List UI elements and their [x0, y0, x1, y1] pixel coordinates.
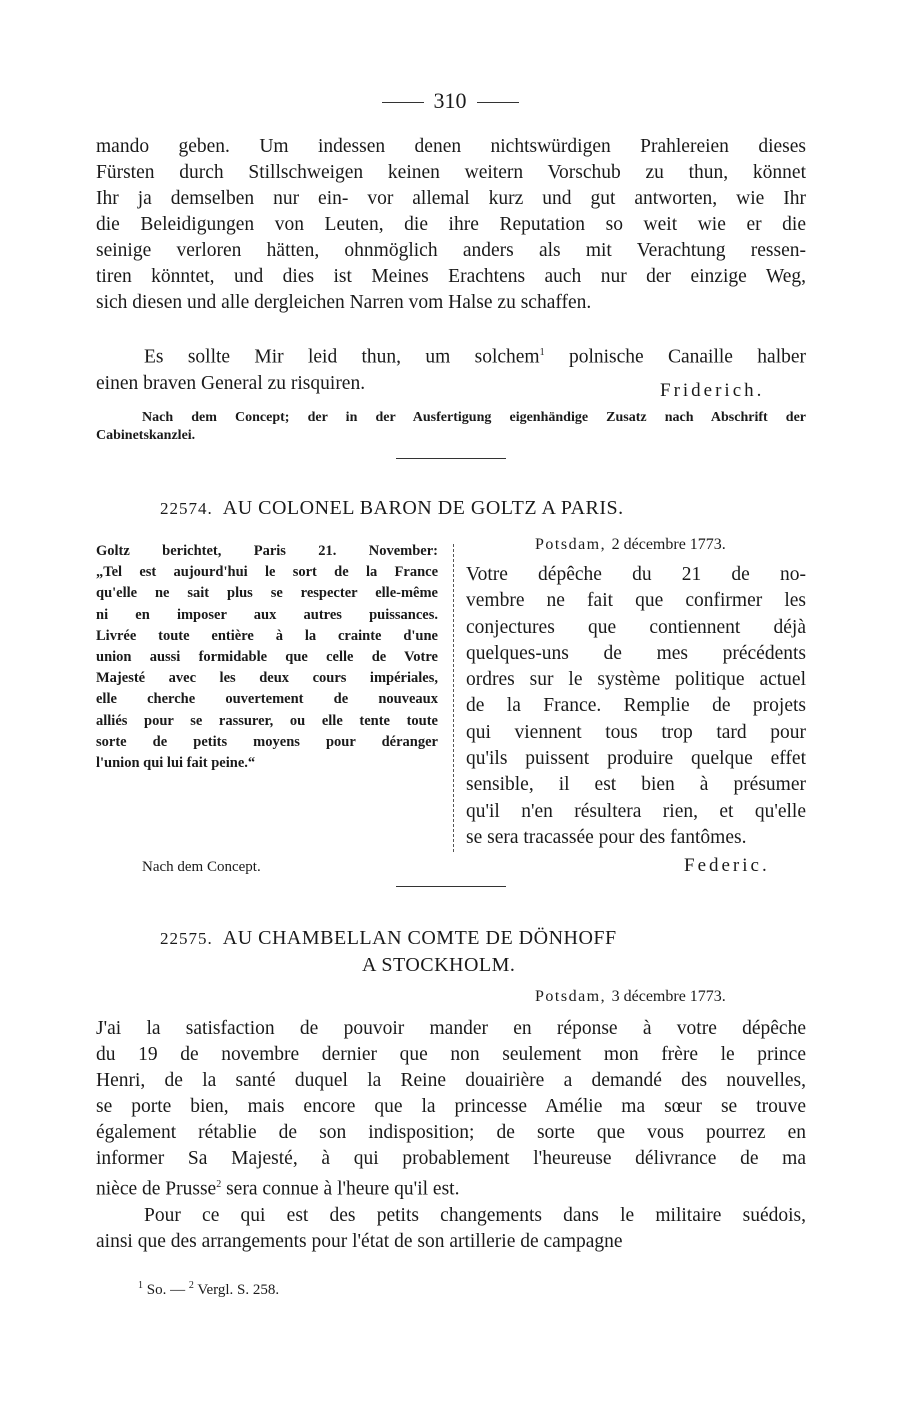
header-dash-left [382, 102, 424, 103]
letter1-line: sich diesen und alle dergleichen Narren vom Halse zu schaffen. [96, 292, 592, 313]
closing-line-2: einen braven General zu risquiren. [96, 372, 366, 394]
letter2-source-note: Nach dem Concept. [142, 859, 261, 875]
letter2-line: se sera tracassée pour des fantômes. [466, 826, 747, 848]
closing-line-1: Es sollte Mir leid thun, um solchem$^1$ polnische Canaille halber [144, 346, 807, 368]
letter-number: 22574. [160, 499, 213, 518]
footnote-1: So. — [146, 1282, 186, 1298]
letter1-line: Ihr ja demselben nur ein- vor allemal kurz und gut antworten, wie Ihr [96, 188, 806, 209]
page-header [0, 88, 900, 114]
letter1-line: mando geben. Um indessen denen nichtswürdigen Prahlereien dieses [96, 136, 806, 157]
letter2-heading [160, 497, 624, 520]
letter2-line: qu'il n'en résultera rien, et qu'elle [466, 800, 806, 822]
letter2-line: ordres sur le système politique actuel [466, 669, 806, 691]
header-dash-right [477, 102, 519, 103]
dateline-place: Potsdam, [535, 988, 607, 1005]
page-number: 310 [433, 88, 467, 113]
letter2-line: de la France. Remplie de projets [466, 695, 806, 717]
footnote-2: Vergl. S. 258. [197, 1282, 280, 1298]
summary-line: union aussi formidable que celle de Votre [96, 649, 438, 666]
source-line: Nach dem Concept; der in der Ausfertigung eigenhändige Zusatz nach Abschrift der [142, 410, 806, 425]
signature-friderich: Friderich. [660, 380, 765, 401]
section-divider [396, 886, 506, 887]
letter2-line: quelques-uns de mes précédents [466, 642, 806, 664]
letter3-heading-line2: A STOCKHOLM. [362, 954, 516, 976]
summary-line: elle cherche ouvertement de nouveaux [96, 691, 438, 708]
letter1-line: seinige verloren hätten, ohnmöglich anders als mit Verachtung ressen- [96, 240, 806, 261]
letter2-body [466, 562, 806, 851]
footnote-mark: 1 [138, 1280, 143, 1291]
summary-line: Majesté avec les deux cours impériales, [96, 670, 438, 687]
dateline-date: 2 décembre 1773. [611, 536, 726, 553]
letter2-line: sensible, il est bien à présumer [466, 774, 806, 796]
letter-title: AU COLONEL BARON DE GOLTZ A PARIS. [222, 497, 624, 519]
dateline-date: 3 décembre 1773. [611, 988, 726, 1005]
letter1-source-note [96, 409, 806, 445]
letter3-line: J'ai la satisfaction de pouvoir mander en réponse à votre dépêche [96, 1018, 806, 1039]
letter2-line: Votre dépêche du 21 de no- [466, 564, 806, 585]
dateline-place: Potsdam, [535, 536, 607, 553]
letter2-dateline [535, 536, 726, 554]
letter-title: AU CHAMBELLAN COMTE DE DÖNHOFF [222, 927, 617, 949]
letter3-line: ainsi que des arrangements pour l'état de son artillerie de campagne [96, 1230, 623, 1252]
summary-line: „Tel est aujourd'hui le sort de la France [96, 564, 438, 581]
letter3-line: Pour ce qui est des petits changements dans le militaire suédois, [144, 1204, 806, 1226]
summary-line: Goltz berichtet, Paris 21. November: [96, 543, 438, 559]
letter3-line: également rétablie de son indisposition; de sorte que vous pourrez en [96, 1122, 806, 1143]
letter1-body [96, 134, 806, 316]
letter1-line: die Beleidigungen von Leuten, die ihre Reputation so weit wie er die [96, 214, 806, 235]
goltz-report-summary [96, 541, 438, 774]
section-divider [396, 458, 506, 459]
letter3-line: informer Sa Majesté, à qui probablement l'heureuse délivrance de ma [96, 1148, 806, 1169]
summary-line: sorte de petits moyens pour déranger [96, 733, 438, 750]
letter3-line: Henri, de la santé duquel la Reine douairière a demandé des nouvelles, [96, 1070, 806, 1091]
footnote-ref[interactable]: 1 [539, 347, 545, 358]
letter2-line: vembre ne fait que confirmer les [466, 590, 806, 612]
letter2-line: conjectures que contiennent déjà [466, 616, 806, 638]
summary-line: qu'elle ne sait plus se respecter elle-même [96, 585, 438, 602]
footnotes [138, 1280, 279, 1299]
summary-line: ni en imposer aux autres puissances. [96, 606, 438, 623]
summary-line: alliés pour se rassurer, ou elle tente toute [96, 712, 438, 729]
letter3-line: nièce de Prusse$^2$ sera connue à l'heure qu'il est. [96, 1178, 460, 1200]
letter3-body [96, 1016, 806, 1255]
letter3-line: se porte bien, mais encore que la princesse Amélie ma sœur se trouve [96, 1096, 806, 1117]
letter2-line: qui viennent tous trop tard pour [466, 721, 806, 743]
summary-line: l'union qui lui fait peine.“ [96, 755, 256, 772]
letter1-line: tiren könntet, und dies ist Meines Erachtens auch nur der einzige Weg, [96, 266, 806, 287]
letter3-dateline [535, 988, 726, 1006]
letter3-heading [160, 927, 617, 950]
letter-number: 22575. [160, 929, 213, 948]
footnote-mark: 2 [188, 1280, 194, 1291]
signature-federic: Federic. [684, 855, 770, 876]
column-separator [453, 544, 454, 852]
footnote-ref[interactable]: 2 [216, 1179, 222, 1190]
summary-line: Livrée toute entière à la crainte d'une [96, 627, 438, 644]
letter3-line: du 19 de novembre dernier que non seulement mon frère le prince [96, 1044, 806, 1065]
source-line: Cabinetskanzlei. [96, 428, 196, 443]
letter2-line: qu'ils puissent produire quelque effet [466, 748, 806, 770]
letter1-line: Fürsten durch Stillschweigen keinen weitern Vorschub zu thun, könnet [96, 162, 806, 183]
